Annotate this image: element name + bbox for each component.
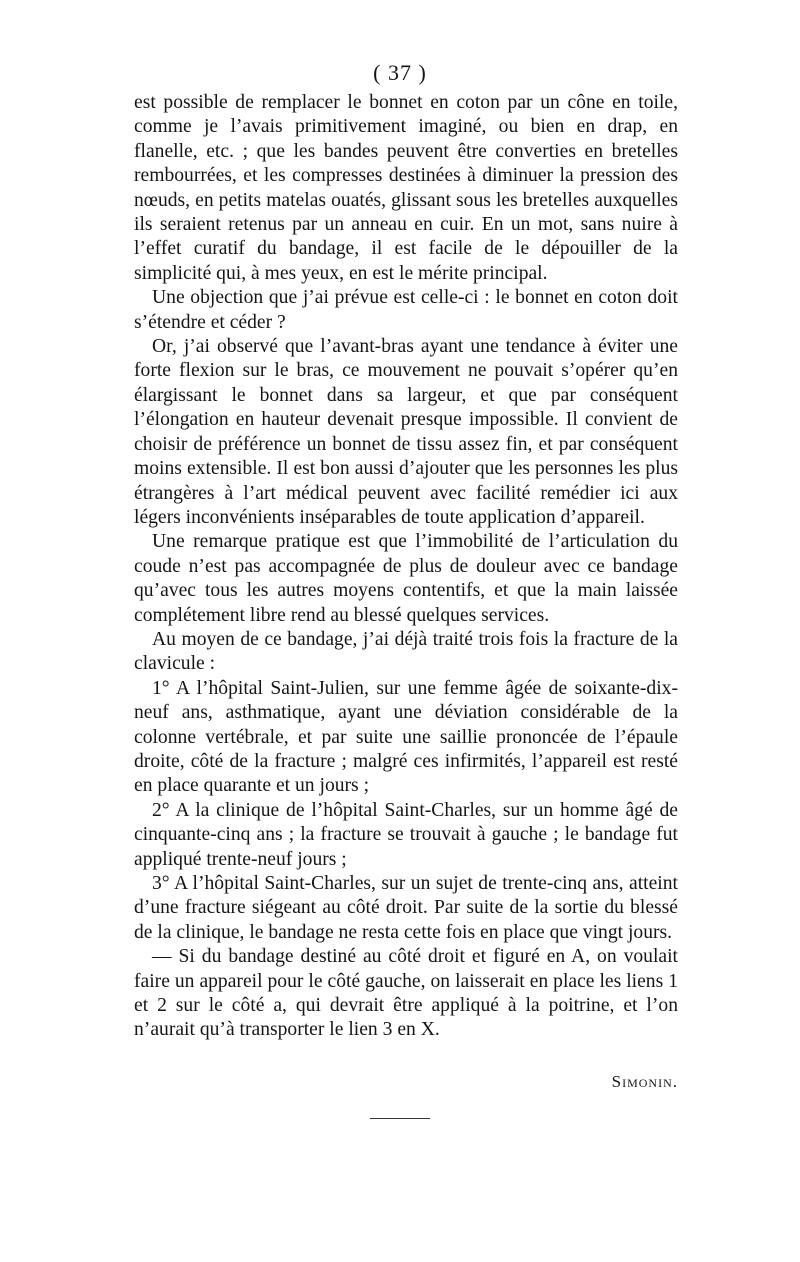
paragraph-case-2: 2° A la clinique de l’hôpital Saint-Charles, sur un homme âgé de cinquante-cinq ans ; la fracture se trouvait à gauche ; le bandage fut appliqué trente-neuf jours ; [134, 799, 678, 870]
paragraph-left-side-note: — Si du bandage destiné au côté droit et figuré en A, on voulait faire un appareil pour le côté gauche, on laisserait en place les liens 1 et 2 sur le côté a, qui devrait être appliqué à la poitrine, et l’on n’aurait qu’à transporter le lien 3 en X. [134, 946, 678, 1041]
body-text [134, 91, 678, 1043]
paragraph-cases-intro: Au moyen de ce bandage, j’ai déjà traité trois fois la fracture de la clavicule : [134, 628, 678, 675]
end-divider [370, 1118, 430, 1119]
author-signature: Simonin. [611, 1072, 678, 1091]
paragraph-case-3: 3° A l’hôpital Saint-Charles, sur un sujet de trente-cinq ans, atteint d’une fracture siégeant au côté droit. Par suite de la sortie du blessé de la clinique, le bandage ne resta cette fois en place que vingt jours. [134, 873, 678, 943]
paragraph-observation: Or, j’ai observé que l’avant-bras ayant une tendance à éviter une forte flexion sur le bras, ce mouvement ne pouvait s’opérer qu’en élargissant le bonnet dans sa largeur, et que par conséquent l’élongation en hauteur devenait presque impossible. Il convient de choisir de préférence un bonnet de tissu assez fin, et par conséquent moins extensible. Il est bon aussi d’ajouter que les personnes les plus étrangères à l’art médical peuvent avec facilité remédier ici aux légers inconvénients inséparables de toute application d’appareil. [134, 336, 678, 528]
paragraph-continuation: est possible de remplacer le bonnet en coton par un cône en toile, comme je l’avais primitivement imaginé, ou bien en drap, en flanelle, etc. ; que les bandes peuvent être converties en bretelles rembourrées, et les compresses destinées à diminuer la pression des nœuds, en petits matelas ouatés, glissant sous les bretelles auxquelles ils seraient retenus par un anneau en cuir. En un mot, sans nuire à l’effet curatif du bandage, il est facile de le dépouiller de la simplicité qui, à mes yeux, en est le mérite principal. [134, 92, 678, 284]
paragraph-case-1: 1° A l’hôpital Saint-Julien, sur une femme âgée de soixante-dix-neuf ans, asthmatique, ayant une déviation considérable de la colonne vertébrale, et par suite une saillie prononcée de l’épaule droite, côté de la fracture ; malgré ces infirmités, l’appareil est resté en place quarante et un jours ; [134, 677, 678, 797]
paragraph-objection: Une objection que j’ai prévue est celle-ci : le bonnet en coton doit s’étendre et céder ? [134, 287, 678, 333]
paragraph-remark: Une remarque pratique est que l’immobilité de l’articulation du coude n’est pas accompagnée de plus de douleur avec ce bandage qu’avec tous les autres moyens contentifs, et que la main laissée complétement libre rend au blessé quelques services. [134, 531, 678, 626]
page-number: ( 37 ) [373, 60, 427, 85]
